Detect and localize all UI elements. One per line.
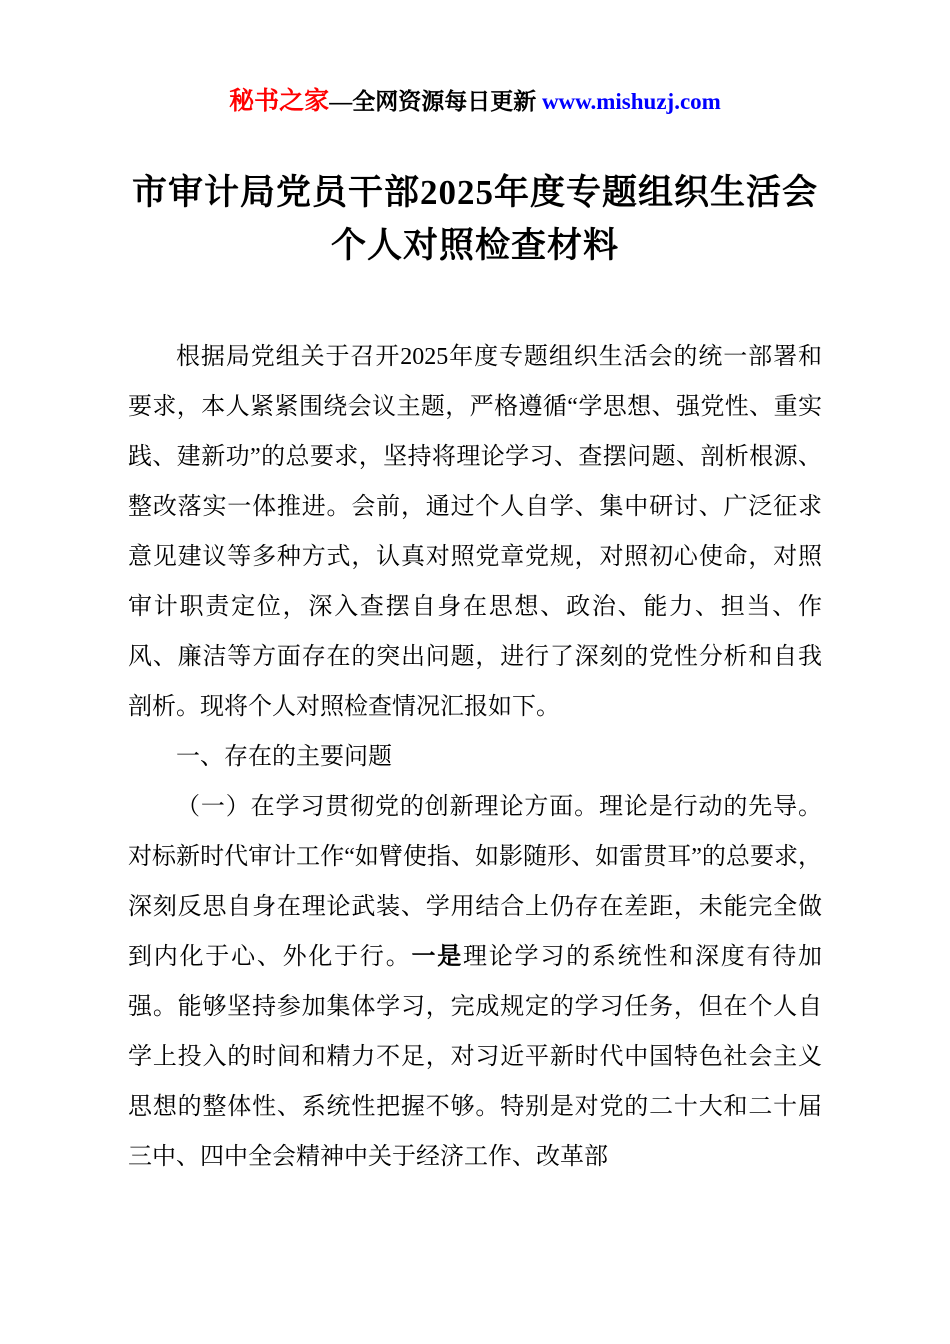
text-run: 理论学习的系统性和深度有待加强。能够坚持参加集体学习，完成规定的学习任务，但在个人自学上投入的时间和精力不足，对习近平新时代中国特色社会主义思想的整体性、系统性把握不够。特别是对党的二十大和二十届三中、四中全会精神中关于经济工作、改革部 xyxy=(128,944,823,1170)
emphasis-text-run: 一是 xyxy=(411,944,464,970)
site-url-link[interactable]: www.mishuzj.com xyxy=(541,89,721,114)
problem-paragraph-1 xyxy=(128,782,822,1182)
document-title: 市审计局党员干部2025年度专题组织生活会个人对照检查材料 xyxy=(131,173,818,265)
site-brand: 秘书之家 xyxy=(229,88,330,115)
text-run: （一）在学习贯彻党的创新理论方面。理论是行动的先导。对标新时代审计工作“如臂使指、如影随形、如雷贯耳”的总要求，深刻反思自身在理论武装、学用结合上仍存在差距，未能完全做到内化于心、外化于行。 xyxy=(128,794,822,970)
text-run: 一、存在的主要问题 xyxy=(176,744,392,770)
site-header xyxy=(128,88,822,116)
site-tagline: —全网资源每日更新 xyxy=(329,89,542,114)
text-run: 根据局党组关于召开2025年度专题组织生活会的统一部署和要求，本人紧紧围绕会议主题，严格遵循“学思想、强党性、重实践、建新功”的总要求，坚持将理论学习、查摆问题、剖析根源、整改落实一体推进。会前，通过个人自学、集中研讨、广泛征求意见建议等多种方式，认真对照党章党规，对照初心使命，对照审计职责定位，深入查摆自身在思想、政治、能力、担当、作风、廉洁等方面存在的突出问题，进行了深刻的党性分析和自我剖析。现将个人对照检查情况汇报如下。 xyxy=(128,344,822,720)
opening-paragraph xyxy=(128,332,822,732)
document-body xyxy=(128,332,822,1182)
section-heading xyxy=(128,732,822,782)
